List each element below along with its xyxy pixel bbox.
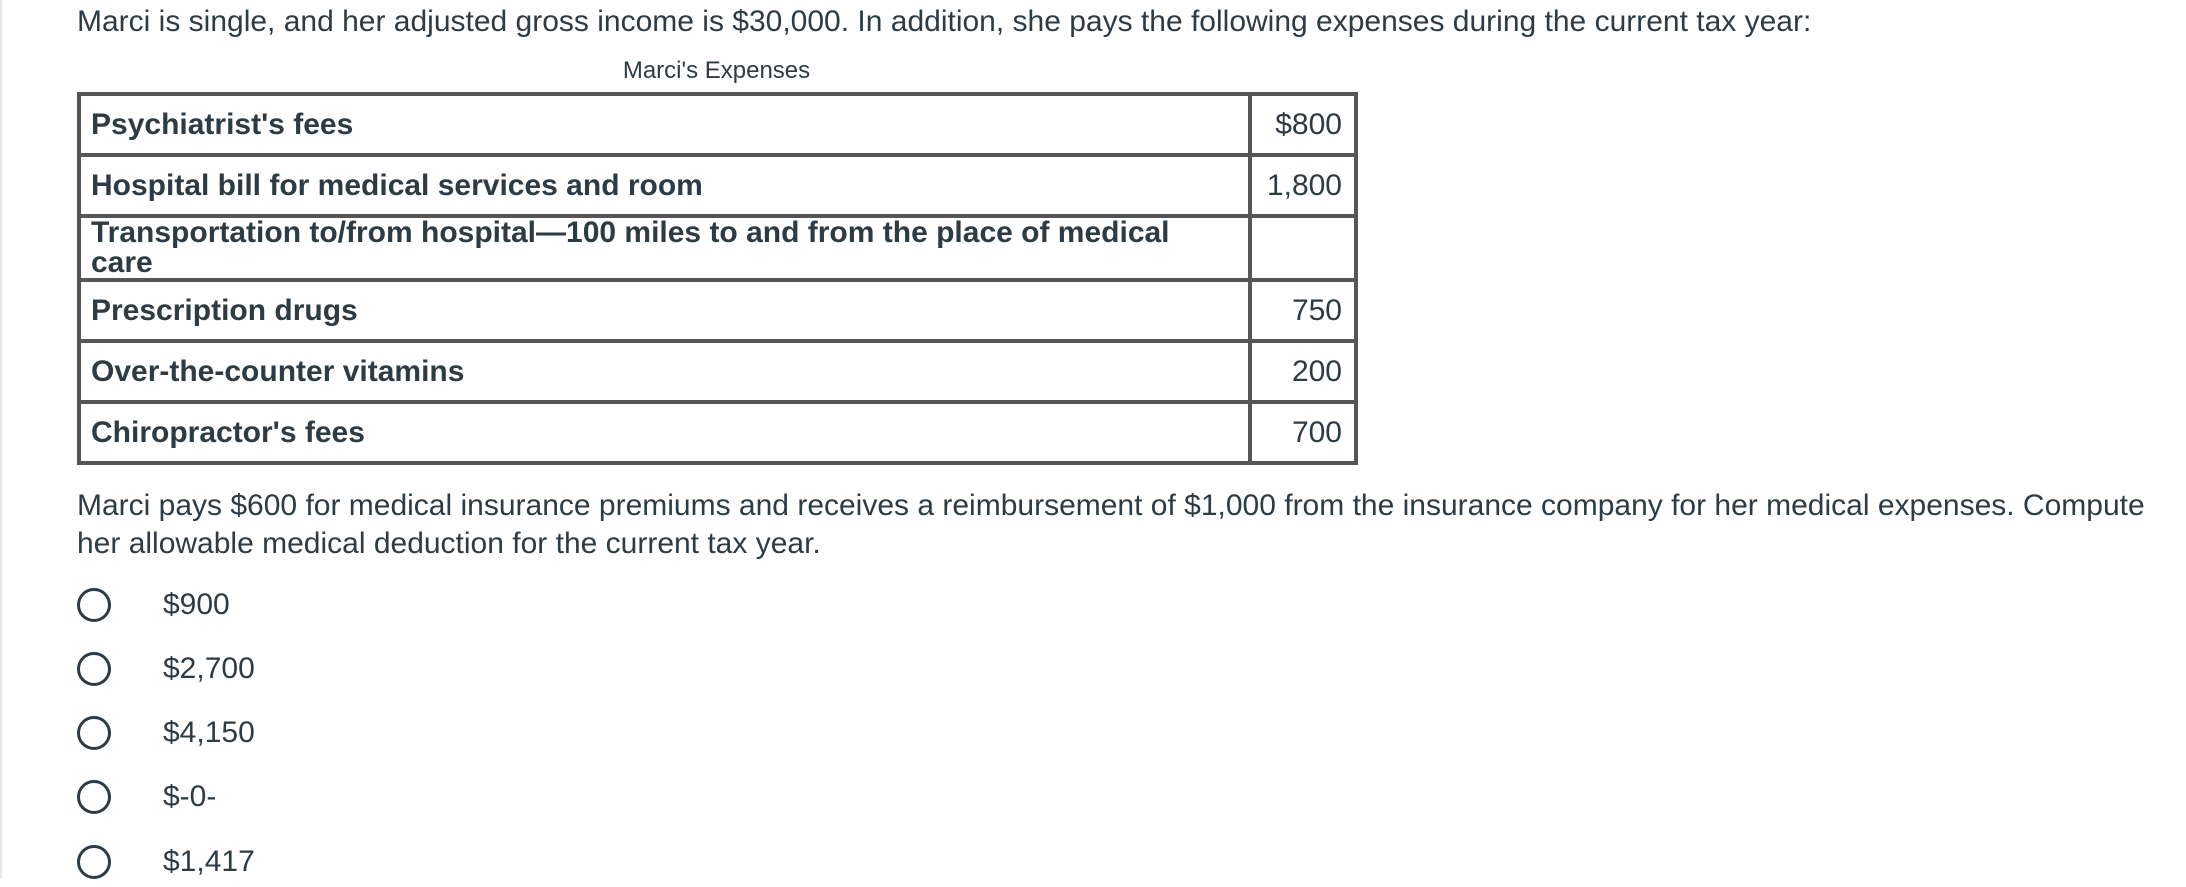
expense-label: Transportation to/from hospital—100 miles to and from the place of medical care — [79, 216, 1250, 280]
answer-option-label: $900 — [163, 588, 230, 621]
radio-button[interactable] — [77, 652, 111, 686]
radio-button[interactable] — [77, 780, 111, 814]
radio-button[interactable] — [77, 588, 111, 622]
answer-option[interactable] — [77, 772, 477, 822]
table-row — [79, 280, 1356, 341]
expense-amount: 750 — [1250, 280, 1356, 341]
table-row — [79, 402, 1356, 463]
table-row — [79, 216, 1356, 280]
radio-button[interactable] — [77, 716, 111, 750]
answer-option[interactable] — [77, 644, 477, 694]
expense-amount: 700 — [1250, 402, 1356, 463]
answer-option-label: $-0- — [163, 780, 217, 813]
left-divider — [0, 0, 2, 878]
expense-amount: $800 — [1250, 94, 1356, 155]
expense-label: Hospital bill for medical services and room — [79, 155, 1250, 216]
expenses-table — [77, 92, 1358, 465]
expense-label: Psychiatrist's fees — [79, 94, 1250, 155]
answer-option-label: $1,417 — [163, 845, 255, 878]
expense-label: Prescription drugs — [79, 280, 1250, 341]
table-row — [79, 341, 1356, 402]
table-row — [79, 155, 1356, 216]
expense-amount: 200 — [1250, 341, 1356, 402]
table-row — [79, 94, 1356, 155]
radio-button[interactable] — [77, 845, 111, 879]
question-prompt: Marci pays $600 for medical insurance premiums and receives a reimbursement of $1,000 from the insurance company for her medical expenses. Compute her allowable medical deduction for the current tax year. — [77, 489, 2145, 560]
expense-label: Over-the-counter vitamins — [79, 341, 1250, 402]
expense-label: Chiropractor's fees — [79, 402, 1250, 463]
answer-option[interactable] — [77, 837, 477, 887]
question-intro: Marci is single, and her adjusted gross income is $30,000. In addition, she pays the following expenses during the current tax year: — [77, 5, 1812, 38]
answer-option-label: $2,700 — [163, 652, 255, 685]
answer-option-label: $4,150 — [163, 716, 255, 749]
answer-option[interactable] — [77, 580, 477, 630]
expense-amount — [1250, 216, 1356, 280]
answer-option[interactable] — [77, 708, 477, 758]
table-caption: Marci's Expenses — [622, 57, 811, 84]
expense-amount: 1,800 — [1250, 155, 1356, 216]
